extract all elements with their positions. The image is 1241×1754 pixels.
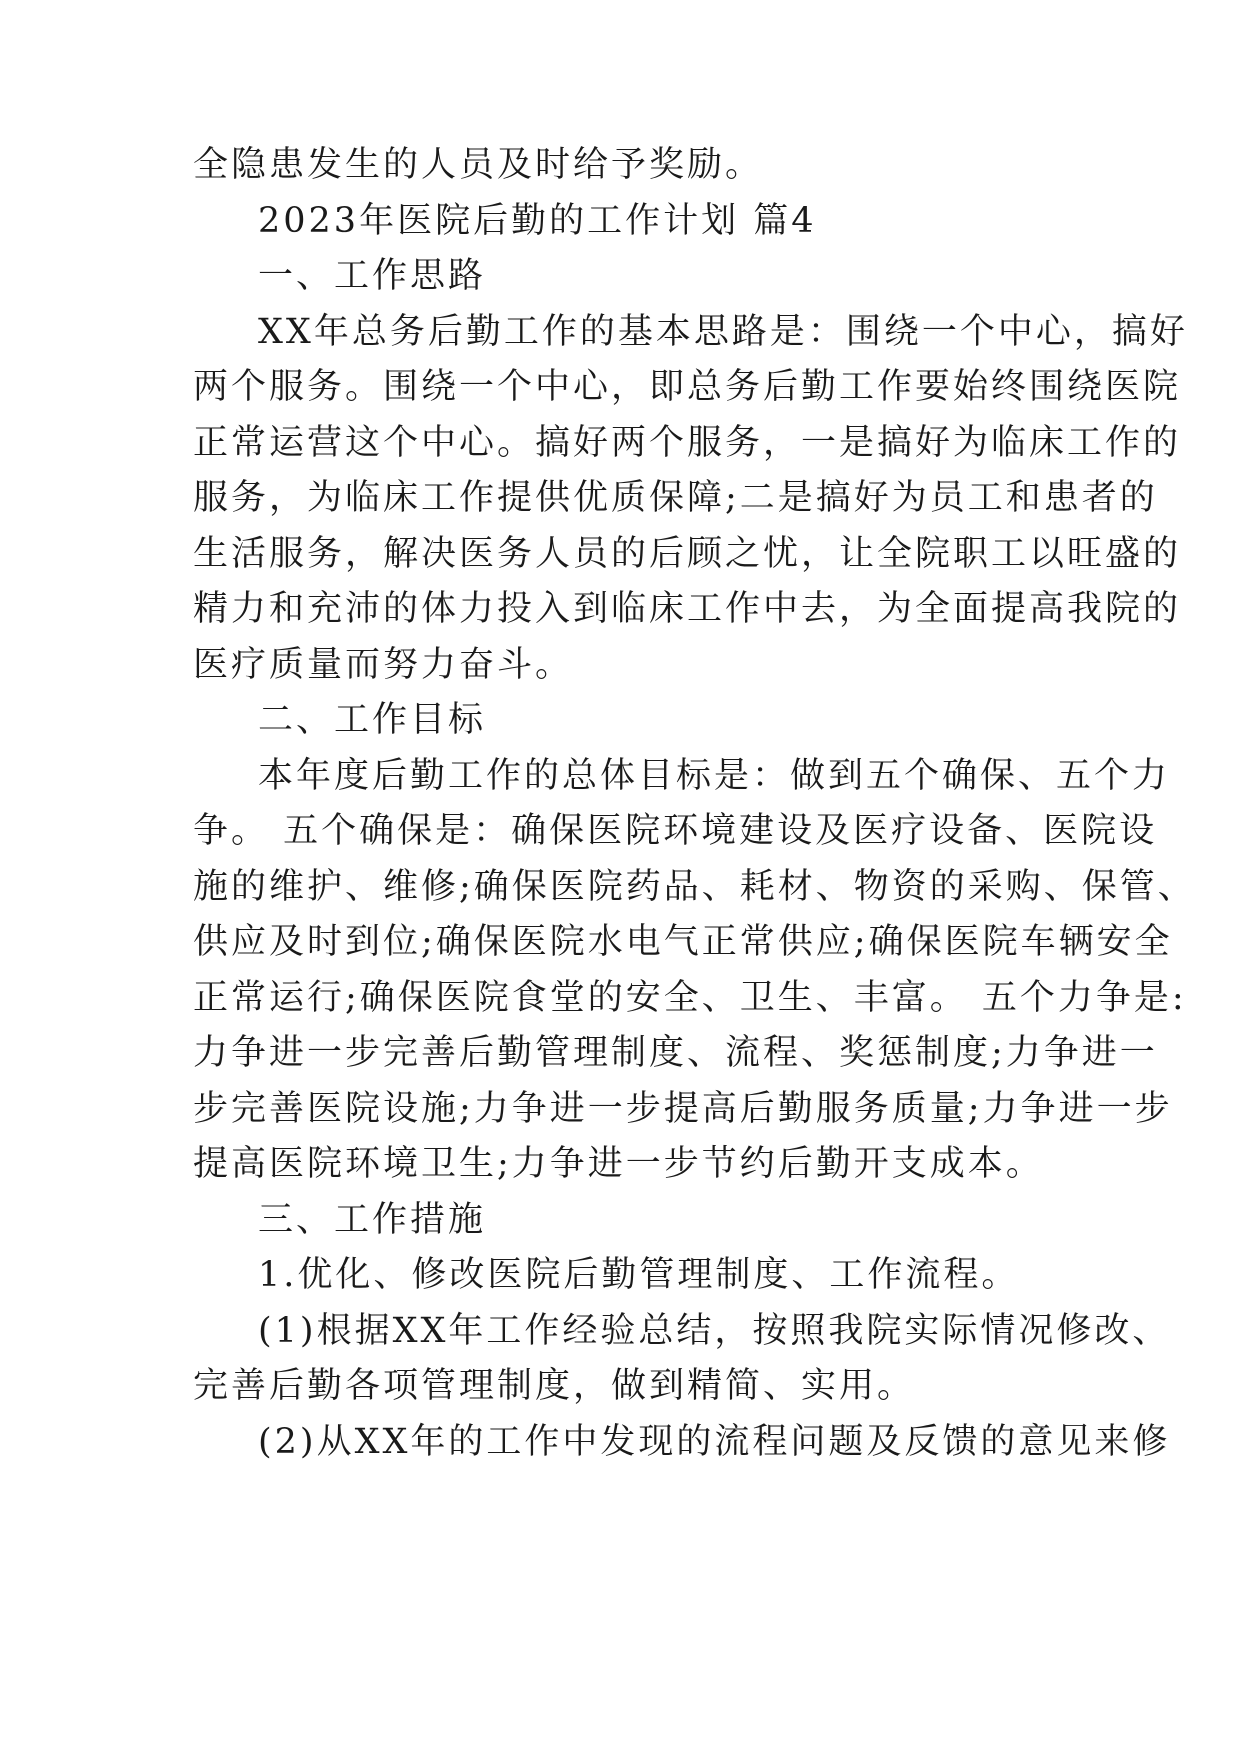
- text-line: 正常运行;确保医院食堂的安全、卫生、丰富。 五个力争是:: [193, 978, 1187, 1018]
- text-line: 施的维护、维修;确保医院药品、耗材、物资的采购、保管、: [193, 867, 1196, 907]
- text-line: (1)根据XX年工作经验总结，按照我院实际情况修改、: [258, 1311, 1171, 1351]
- text-line: XX年总务后勤工作的基本思路是：围绕一个中心，搞好: [258, 312, 1188, 352]
- text-line: 服务，为临床工作提供优质保障;二是搞好为员工和患者的: [193, 478, 1158, 518]
- heading-work-goals: 二、工作目标: [258, 700, 487, 740]
- text-line: 全隐患发生的人员及时给予奖励。: [193, 145, 764, 185]
- section-title: 2023年医院后勤的工作计划 篇4: [258, 201, 817, 241]
- text-line: 医疗质量而努力奋斗。: [193, 645, 574, 685]
- text-line: 完善后勤各项管理制度，做到精简、实用。: [193, 1366, 916, 1406]
- text-line: 力争进一步完善后勤管理制度、流程、奖惩制度;力争进一: [193, 1033, 1158, 1073]
- text-line: 本年度后勤工作的总体目标是：做到五个确保、五个力: [258, 756, 1171, 796]
- text-line: 两个服务。围绕一个中心，即总务后勤工作要始终围绕医院: [193, 367, 1182, 407]
- text-line: 步完善医院设施;力争进一步提高后勤服务质量;力争进一步: [193, 1089, 1173, 1129]
- text-line: (2)从XX年的工作中发现的流程问题及反馈的意见来修: [258, 1422, 1171, 1462]
- text-line: 提高医院环境卫生;力争进一步节约后勤开支成本。: [193, 1144, 1044, 1184]
- heading-work-measures: 三、工作措施: [258, 1200, 487, 1240]
- text-line: 精力和充沛的体力投入到临床工作中去，为全面提高我院的: [193, 589, 1182, 629]
- text-line: 供应及时到位;确保医院水电气正常供应;确保医院车辆安全: [193, 922, 1173, 962]
- text-line: 争。 五个确保是：确保医院环境建设及医疗设备、医院设: [193, 811, 1158, 851]
- text-line: 生活服务，解决医务人员的后顾之忧，让全院职工以旺盛的: [193, 534, 1182, 574]
- heading-work-approach: 一、工作思路: [258, 256, 487, 296]
- text-line: 正常运营这个中心。搞好两个服务，一是搞好为临床工作的: [193, 423, 1182, 463]
- text-line: 1.优化、修改医院后勤管理制度、工作流程。: [258, 1255, 1020, 1295]
